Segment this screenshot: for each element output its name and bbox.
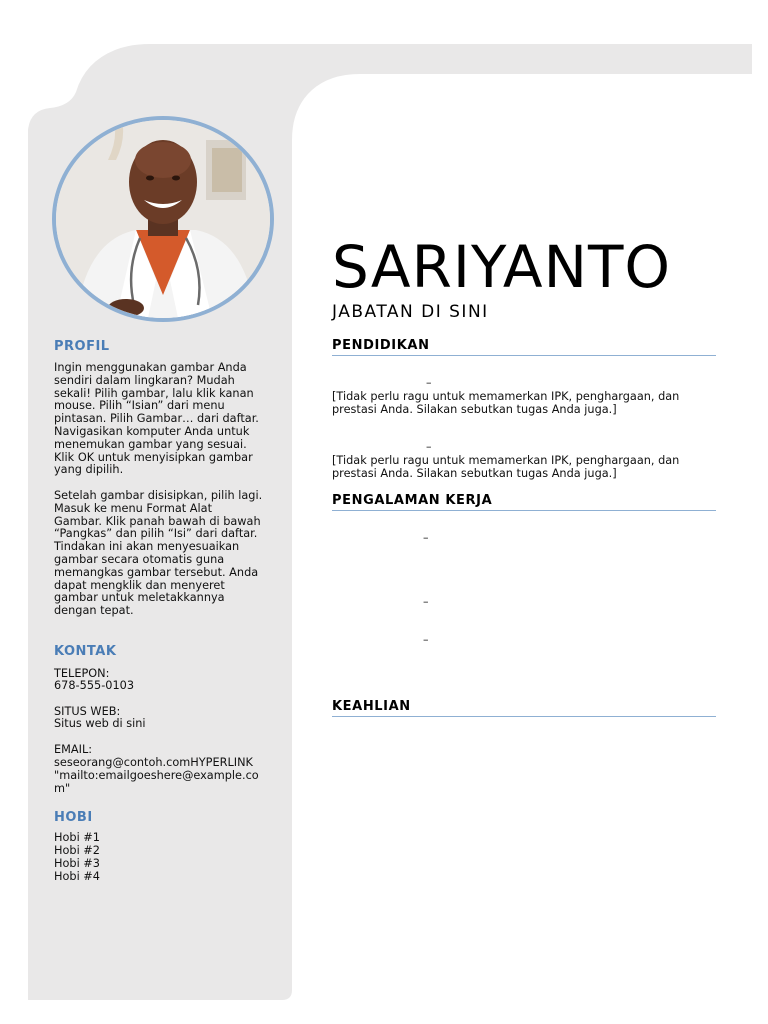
profile-photo[interactable] bbox=[52, 116, 274, 322]
doctor-photo-icon bbox=[56, 120, 270, 318]
contact-heading: KONTAK bbox=[54, 644, 117, 659]
job-title: JABATAN DI SINI bbox=[332, 302, 489, 322]
profile-heading: PROFIL bbox=[54, 339, 110, 354]
profile-paragraph-2: Setelah gambar disisipkan, pilih lagi. Masuk ke menu Format Alat Gambar. Klik panah bawah di bawah “Pangkas” dan pilih “Isi” dari daftar. Tindakan ini akan menyesuaikan gambar secara otomatis guna memangkas gambar tersebut. Anda dapat mengklik dan menyeret gambar untuk meletakkannya dengan tepat. bbox=[54, 489, 263, 618]
website-value[interactable]: Situs web di sini bbox=[54, 717, 146, 730]
website-label: SITUS WEB: bbox=[54, 705, 121, 718]
email-value[interactable]: seseorang@contoh.comHYPERLINK "mailto:emailgoeshere@example.co m" bbox=[54, 756, 259, 795]
hobby-item: Hobi #4 bbox=[54, 870, 100, 883]
education-entry-text: [Tidak perlu ragu untuk memamerkan IPK, penghargaan, dan prestasi Anda. Silakan sebutkan tugas Anda juga.] bbox=[332, 454, 680, 480]
skills-heading: KEAHLIAN bbox=[332, 699, 716, 717]
email-label: EMAIL: bbox=[54, 743, 93, 756]
phone-label: TELEPON: bbox=[54, 667, 110, 680]
education-entry-dash: – bbox=[426, 376, 432, 389]
experience-entry-dash: – bbox=[423, 531, 429, 544]
experience-heading: PENGALAMAN KERJA bbox=[332, 493, 716, 511]
education-entry-text: [Tidak perlu ragu untuk memamerkan IPK, penghargaan, dan prestasi Anda. Silakan sebutkan tugas Anda juga.] bbox=[332, 390, 680, 416]
hobby-item: Hobi #2 bbox=[54, 844, 100, 857]
phone-value[interactable]: 678-555-0103 bbox=[54, 679, 135, 692]
experience-entry-dash: – bbox=[423, 595, 429, 608]
education-heading: PENDIDIKAN bbox=[332, 338, 716, 356]
profile-paragraph-1: Ingin menggunakan gambar Anda sendiri dalam lingkaran? Mudah sekali! Pilih gambar, lalu klik kanan mouse. Pilih “Isian” dari menu pintasan. Pilih Gambar… dari daftar. Navigasikan komputer Anda untuk menemukan gambar yang sesuai. Klik OK untuk menyisipkan gambar yang dipilih. bbox=[54, 361, 259, 477]
hobbies-heading: HOBI bbox=[54, 810, 93, 825]
experience-entry-dash: – bbox=[423, 633, 429, 646]
education-entry-dash: – bbox=[426, 440, 432, 453]
hobby-item: Hobi #1 bbox=[54, 831, 100, 844]
hobby-item: Hobi #3 bbox=[54, 857, 100, 870]
candidate-name: SARIYANTO bbox=[332, 233, 672, 301]
